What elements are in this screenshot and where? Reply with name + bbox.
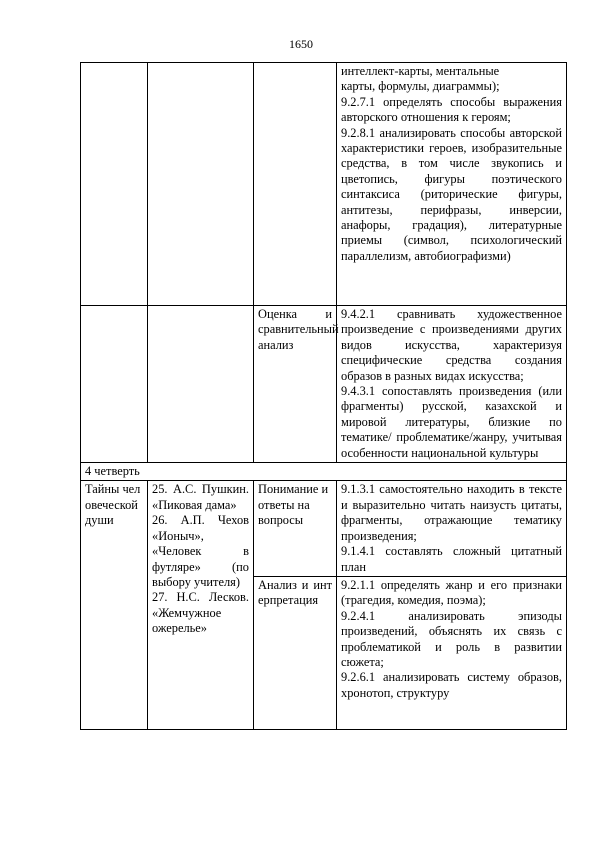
- curriculum-table: [80, 62, 567, 730]
- skill-label: Понимание и ответы на вопросы: [258, 482, 329, 528]
- work-item: 26. А.П. Чехов «Ионыч», «Человек в футляре» (по выбору учителя): [152, 513, 249, 589]
- skill-cell-empty: [254, 63, 337, 306]
- skill-cell: [254, 481, 337, 576]
- objective-text: 9.2.1.1 определять жанр и его признаки (трагедия, комедия, поэма);: [341, 577, 562, 608]
- theme-cell: [81, 481, 148, 729]
- skill-cell: [254, 576, 337, 729]
- theme-cell-empty: [81, 306, 148, 463]
- works-cell-empty: [148, 63, 254, 306]
- objective-text: 9.2.7.1 определять способы выражения авторского отношения к героям;: [341, 94, 562, 125]
- skill-label: Оценка и сравнительный анализ: [258, 307, 339, 352]
- page-number: 1650: [289, 37, 313, 51]
- work-item: 27. Н.С. Лесков. «Жемчужное ожерелье»: [152, 590, 249, 636]
- objective-text: 9.1.3.1 самостоятельно находить в тексте и выразительно читать наизусть цитаты, фрагменты, отражающие тематику произведения;: [341, 482, 562, 543]
- works-cell: [148, 481, 254, 729]
- objective-text: 9.4.2.1 сравнивать художественное произведение с произведениями других видов искусства, характеризуя специфические средства создания образов в разных видах искусства;: [341, 307, 562, 383]
- table-row: [81, 306, 567, 463]
- objectives-cell: [337, 576, 567, 729]
- table-row: [81, 463, 567, 481]
- table-row: [81, 63, 567, 306]
- objectives-cell: [337, 481, 567, 576]
- objective-text: 9.2.6.1 анализировать систему образов, хронотоп, структуру: [341, 670, 562, 700]
- objective-text: 9.2.4.1 анализировать эпизоды произведений, объяснять их связь с проблематикой и роль в развитии сюжета;: [341, 608, 562, 669]
- objectives-cell: [337, 63, 567, 306]
- objective-text: 9.4.3.1 сопоставлять произведения (или фрагменты) русской, казахской и мировой литературы, близкие по тематике/ проблематике/жанру, учитывая особенности национальной культуры: [341, 384, 562, 460]
- skill-label: Анализ и интерпретация: [258, 577, 332, 608]
- objectives-cell: [337, 306, 567, 463]
- skill-cell: [254, 306, 337, 463]
- theme-cell-empty: [81, 63, 148, 306]
- objective-text: 9.2.8.1 анализировать способы авторской характеристики героев, изобразительные средства, в том числе звукопись и цветопись, фигуры поэтического синтаксиса (риторические фигуры, антитезы, перифразы, инверсии, анафоры, градация), литературные приемы (символ, психологический параллелизм, автобиографизми): [341, 125, 562, 263]
- table-row: [81, 481, 567, 576]
- objective-text: 9.1.4.1 составлять сложный цитатный план: [341, 544, 562, 574]
- work-item: 25. А.С. Пушкин. «Пиковая дама»: [152, 482, 249, 512]
- objective-text: интеллект-карты, ментальные: [341, 64, 500, 78]
- quarter-label: 4 четверть: [81, 463, 567, 481]
- works-cell-empty: [148, 306, 254, 463]
- objective-text: карты, формулы, диаграммы);: [341, 79, 500, 94]
- theme-label: Тайны человеческой души: [85, 482, 141, 528]
